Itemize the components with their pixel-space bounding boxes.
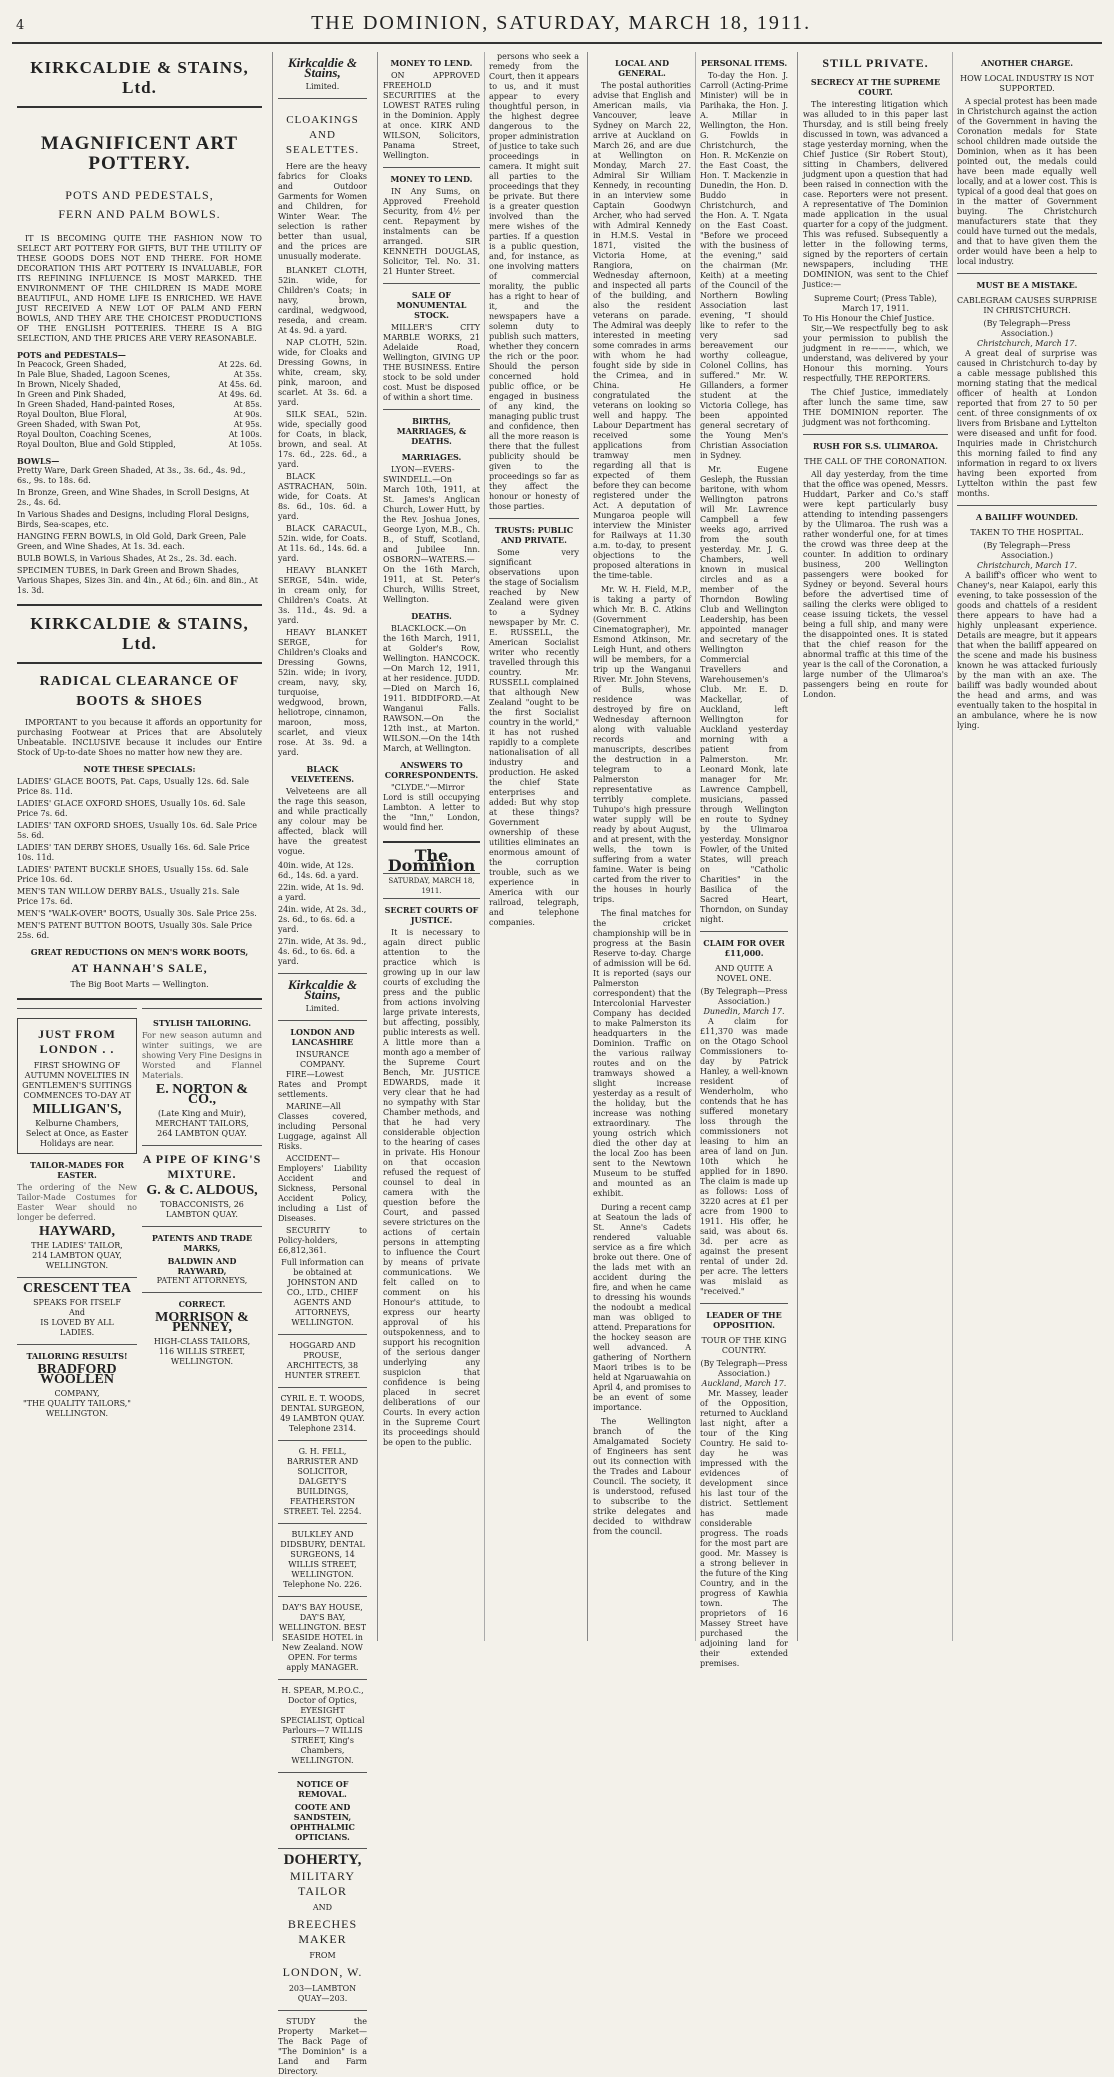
local-text: The postal authorities advise that English and American mails, via Vancouver, leave Sydney on March 22, arrive at Auckland on March 26, and are due at Wellington on Monday, March 27. Admiral Sir William Kennedy, in recounting in an interview some Captain Goodwyn Archer, who had served with Admiral Kennedy in H.M.S. Vestal in 1871, visited the Victoria Home, at Rangiora, on Wednesday afternoon, and inspected all parts of the building, and also the resident veterans on parade. The Admiral was deeply interested in meeting some comrades in arms with whom he had fought side by side in the Crimea, and in China. He congratulated the veterans on looking so well and happy. The Labour Department has received some applications from tramway men regarding all that is expected of them before they can become registered under the Act. A deputation of Mungaroa people will interview the Minister for Railways at 11.30 a.m. to-day, to present objections to the proposed alterations in the time-table. <box>593 81 691 580</box>
pots-item-price: At 105s. <box>228 440 262 449</box>
wounded-byline: (By Telegraph—Press Association.) <box>983 541 1071 560</box>
pots-item-price: At 100s. <box>228 430 262 439</box>
pots-item-name: In Green and Pink Shaded, <box>17 390 127 399</box>
pots-list-item <box>17 420 262 430</box>
bowls-heading: BOWLS— <box>17 456 60 466</box>
bowls-list-item: Pretty Ware, Dark Green Shaded, At 3s., 3s. 6d., 4s. 9d., 6s., 9s. to 18s. 6d. <box>17 466 246 485</box>
letter-reply: The Chief Justice, immediately after lunch the same time, saw THE DOMINION reporter. The judgment was not forthcoming. <box>803 388 948 427</box>
money-text: ON APPROVED FREEHOLD SECURITIES at the LOWEST RATES ruling in the Dominion. Apply at once. KIRK AND WILSON, Solicitors, Panama Street, Wellington. <box>383 71 480 160</box>
money-heading: MONEY TO LEND. <box>390 58 473 68</box>
norton-address: 264 LAMBTON QUAY. <box>157 1129 247 1138</box>
rush-text: All day yesterday, from the time that the office was opened, Messrs. Huddart, Parker and Co.'s staff were kept particularly busy attending to intending passengers by the Ulimaroa. The rush was a rather wonderful one, for at times the crowd was three deep at the counter. In addition to ordinary business, 200 Wellington passengers were booked for Sydney or beyond. Several hours before the advertised time of sailing the clerks were obliged to cease issuing tickets, the vessel being a full ship, and many were the disappointed ones. It is stated that the chief reason for the abnormal traffic at this time of the year is the call of the Coronation, a large number of the Ulimaroa's passengers being en route for London. <box>803 470 948 699</box>
pots-item-price: At 90s. <box>233 410 262 419</box>
bowls-list-item: HANGING FERN BOWLS, in Old Gold, Dark Green, Pale Green, and Wine Shades, At 1s. 3d. each. <box>17 532 247 551</box>
norton-name: E. NORTON & CO., <box>155 1082 249 1107</box>
cloakings-list <box>278 266 367 758</box>
advertiser-sub-2: Limited. <box>305 1004 340 1013</box>
pots-item-name: Green Shaded, with Swan Pot, <box>17 420 141 429</box>
morrison-heading: CORRECT. <box>178 1299 226 1309</box>
private-text: The interesting litigation which was alluded to in this paper last Thursday, and is still being freely discussed in town, was advanced a stage yesterday morning, when the Chief Justice (Sir Robert Stout), sitting in Chambers, delivered judgment upon a question that had been raised in connection with the case. Reporters were not present. A representative of The Dominion made application in the usual quarter for a copy of the judgment. This was refused. Subsequently a letter in the following terms, signed by the reporters of certain newspapers, including THE DOMINION, was sent to the Chief Justice:— <box>803 100 948 289</box>
column-4-left <box>593 52 691 1641</box>
london-heading: JUST FROM LONDON . . <box>38 1027 116 1056</box>
tea-name: CRESCENT TEA <box>22 1281 132 1296</box>
advertiser-heading-2: Kirkcaldie & Stains, <box>288 977 357 1002</box>
dominion-title: The Dominion <box>387 846 476 875</box>
local-text-3: The final matches for the cricket championship will be in progress at the Basin Reserve to-day. Charge of admission will be 6d. It is reported (says our Palmerston correspondent) that the Intercolonial Harvester Company has decided to make Palmerston its headquarters in the Dominion. Traffic on the various railway routes and on the tramways showed a slight increase yesterday as a result of the holiday, but the increase was nothing extraordinary. The young ostrich which died the other day at the local Zoo has been sent to the Newtown Museum to be stuffed and mounted as an exhibit. <box>593 909 691 1198</box>
insurance-list-item: ACCIDENT—Employers' Liability Accident and Sickness, Personal Accident Policy, including a List of Diseases. <box>278 1154 367 1223</box>
pots-list-item <box>17 370 262 380</box>
cloakings-list-item: HEAVY BLANKET SERGE, for Children's Cloaks and Dressing Gowns, 52in. wide; in ivory, cream, navy, sky, turquoise, wedgwood, brown, heliotrope, cinnamon, maroon, moss, scarlet, and vieux rose. At 3s. 9d. a yard. <box>278 628 367 757</box>
pots-list-item <box>17 440 262 450</box>
local-text-4: During a recent camp at Seatoun the lads of St. Anne's Cadets rendered valuable service as a fire which broke out there. One of the lads met with an accident during the fire, and when he came to dressing his wounds the nodoubt a medical man was obliged to attend. Preparations for the hockey season are well advanced. A gathering of Northern Maori tribes is to be held at Ngaruawahia on April 4, and promises to be an event of some importance. <box>593 1203 691 1412</box>
tea-line-2: And <box>68 1308 86 1317</box>
patents-sub: PATENT ATTORNEYS, <box>156 1276 248 1285</box>
local-text-5: The Wellington branch of the Amalgamated Society of Engineers has sent out its connection with the Trades and Labour Council. The society, it is understood, refused to subscribe to the strike delegates and decided to withdraw from the council. <box>593 1417 691 1536</box>
secret-heading: SECRET COURTS OF JUSTICE. <box>384 905 479 925</box>
woods-ad: CYRIL E. T. WOODS, DENTAL SURGEON, 49 LAMBTON QUAY. Telephone 2314. <box>280 1394 365 1433</box>
private-subheading: SECRECY AT THE SUPREME COURT. <box>810 77 941 97</box>
cloakings-list-item: NAP CLOTH, 52in. wide, for Cloaks and Dressing Gowns, in white, cream, sky, pink, maroon, and scarlet. At 3s. 6d. a yard. <box>278 338 367 407</box>
boots-list-item: LADIES' GLACE BOOTS, Pat. Caps, Usually 12s. 6d. Sale Price 8s. 11d. <box>17 777 249 796</box>
claim-heading: CLAIM FOR OVER £11,000. <box>703 938 785 958</box>
london-text: FIRST SHOWING OF AUTUMN NOVELTIES IN GENTLEMEN'S SUITINGS COMMENCES TO-DAY AT <box>22 1061 132 1100</box>
pots-item-price: At 95s. <box>233 420 262 429</box>
pottery-heading: MAGNIFICENT ART POTTERY. <box>40 133 239 174</box>
morrison-sub: HIGH-CLASS TAILORS, <box>153 1337 251 1346</box>
small-ads-grid <box>17 1008 262 1419</box>
cloakings-heading: CLOAKINGS AND SEALETTES. <box>285 114 360 156</box>
tea-line-3: IS LOVED BY ALL <box>40 1318 114 1327</box>
advertiser-sub: Limited. <box>305 82 340 91</box>
days-bay-ad: DAY'S BAY HOUSE, DAY'S BAY, WELLINGTON. BEST SEASIDE HOTEL in New Zealand. NOW OPEN. For terms apply MANAGER. <box>278 1603 367 1672</box>
hayward-heading: TAILOR-MADES FOR EASTER. <box>30 1160 124 1180</box>
velveteen-list-item: 22in. wide, At 1s. 9d. a yard. <box>278 883 364 902</box>
small-ads-right: STYLISH TAILORING. For new season autumn and winter suitings, we are showing Very Fine Designs in Worsted and Flannel Materials. E. NORTON & CO., (Late King and Muir), MERCHANT TAILORS, 264 LAMBTON QUAY. A PIPE OF KING'S MIXTURE. G. & C. ALDOUS, TOBACCONISTS, 26 LAMBTON QUAY. PATENTS AND TRADE MARKS, BALDWIN AND RAYWARD, PATENT ATTORNEYS, CORRECT. MORRISON & PENNEY, HIGH-CLASS TAILORS, 116 WILLIS STREET, WELLINGTON. <box>142 1008 262 1419</box>
milligan-note: Select at Once, as Easter Holidays are near. <box>25 1129 129 1148</box>
velveteen-list-item: 24in. wide, At 2s. 3d., 2s. 6d., to 6s. 6d. a yard. <box>278 905 367 934</box>
boots-specials-heading: NOTE THESE SPECIALS: <box>83 764 196 774</box>
pots-item-name: In Brown, Nicely Shaded, <box>17 380 121 389</box>
money2-heading: MONEY TO LEND. <box>390 174 473 184</box>
page-columns <box>12 52 1102 2076</box>
newspaper-title: THE DOMINION, SATURDAY, MARCH 18, 1911. <box>311 12 812 34</box>
pots-list-item <box>17 360 262 370</box>
claim-dateline: Dunedin, March 17. <box>703 1007 785 1016</box>
rush-subheading: THE CALL OF THE CORONATION. <box>804 457 947 466</box>
norton-sub-2: MERCHANT TAILORS, <box>155 1119 249 1128</box>
pots-list-item <box>17 430 262 440</box>
column-5-news <box>797 52 1102 1641</box>
deaths-text: BLACKLOCK.—On the 16th March, 1911, at Golder's Row, Wellington. HANCOCK.—On March 12, 1911, at her residence. JUDD.—Died on March 16, 1911. BIDDIFORD.—At Wanganui Falls. RAWSON.—On the 12th inst., at Marton. WILSON.—On the 14th March, at Wellington. <box>383 624 480 753</box>
boots-list-item: LADIES' TAN DERBY SHOES, Usually 16s. 6d. Sale Price 10s. 11d. <box>17 843 250 862</box>
cloakings-list-item: BLACK CARACUL, 52in. wide, for Coats. At 11s. 6d., 14s. 6d. a yard. <box>278 524 367 563</box>
correspondents-text: "CLYDE."—Mirror Lord is still occupying Lambton. A letter to the "Inn," London, would find her. <box>383 783 480 832</box>
stylish-heading: STYLISH TAILORING. <box>152 1018 252 1028</box>
rush-heading: RUSH FOR S.S. ULIMAROA. <box>812 441 939 451</box>
pots-item-name: In Peacock, Green Shaded, <box>17 360 127 369</box>
letter-head: Supreme Court; (Press Table), March 17, 1911. <box>814 294 937 313</box>
cloakings-list-item: SILK SEAL, 52in. wide, specially good for Coats, in black, brown, and seal. At 17s. 6d., 22s. 6d., a yard. <box>278 410 367 469</box>
local-text-2: Mr. W. H. Field, M.P., is taking a party of which Mr. B. C. Atkins (Government Cinematographer), Mr. Esmond Atkinson, Mr. Leigh Hunt, and others will be members, for a trip up the Wanganui River. Mr. John Stevens, of Bulls, whose residence was destroyed by fire on Wednesday afternoon along with valuable records and manuscripts, describes the destruction in a telegram to a Palmerston representative as terribly complete. Tuhupo's high pressure water supply will be ready by about August, and at present, with the wells, the town is suffering from a water famine. Water is being carted from the river to the houses in hourly trips. <box>593 585 691 904</box>
leader-heading: LEADER OF THE OPPOSITION. <box>706 1310 782 1330</box>
doherty-sub-5: LONDON, W. <box>282 1965 363 1979</box>
aldous-name: G. & C. ALDOUS, <box>146 1183 258 1198</box>
claim-text: A claim for £11,370 was made on the Otago School Commissioners to-day by Patrick Hanley, a well-known resident of Wenderholm, who contends that he has suffered monetary loss through the commissioners not leasing to him an area of land on Jun. 10th which he applied for in 1890. The claim is made up as follows: Loss of 3220 acres at £1 per acre from 1900 to 1911. His offer, he said, was about 6s. 3d. per acre as against the present rental of under 2d. per acre. The letters was mislaid as "received." <box>700 1017 788 1296</box>
mistake-byline: (By Telegraph—Press Association.) <box>983 319 1071 338</box>
court-text: persons who seek a remedy from the Court, then it appears to us, and it must appear to every thoughtful person, in the highest degree dangerous to the proper administration of justice to take such proceedings in camera. It might suit all parties to the proceedings that they be private. But there is a greater question involved than the mere wishes of the parties. If a question is a public question, and, for instance, as one involving matters of commercial morality, the public has a right to hear of it, and the newspapers have a solemn duty to publish such matters, whether they concern the rich or the poor. Should the person concerned hold public office, or be engaged in business of any kind, the managing public trust and confidence, then all the more reason is there that the fullest publicity should be given to the proceedings so far as they affect the honour or honesty of those parties. <box>489 52 579 511</box>
pottery-subheading-2: FERN AND PALM BOWLS. <box>58 207 221 221</box>
charge-subheading: HOW LOCAL INDUSTRY IS NOT SUPPORTED. <box>960 74 1094 93</box>
correspondents-heading: ANSWERS TO CORRESPONDENTS. <box>384 760 479 780</box>
hayward-name: HAYWARD, <box>38 1224 116 1239</box>
claim-byline: (By Telegraph—Press Association.) <box>700 987 788 1006</box>
bradford-sub: COMPANY, <box>54 1389 100 1398</box>
bradford-sub-2: "THE QUALITY TAILORS," <box>23 1399 131 1408</box>
boots-list-item: LADIES' PATENT BUCKLE SHOES, Usually 15s. 6d. Sale Price 10s. 6d. <box>17 865 249 884</box>
births-heading: BIRTHS, MARRIAGES, & DEATHS. <box>396 416 467 446</box>
doherty-sub-3: BREECHES MAKER <box>287 1917 358 1946</box>
insurance-contact: Full information can be obtained at JOHNSTON AND CO., LTD., CHIEF AGENTS AND ATTORNEYS, WELLINGTON. <box>281 1258 364 1327</box>
private-heading: STILL PRIVATE. <box>822 56 929 70</box>
column-4-news <box>587 52 792 1668</box>
marriages-text: LYON—EVERS-SWINDELL.—On March 10th, 1911, at St. James's Anglican Church, Lower Hutt, by the Rev. Joshua Jones, George Lyon, M.B., Ch. B., of Stuff, Scotland, and Jubilee Inn. OSBORN—WATERS.—On the 16th March, 1911, at St. Peter's Church, Willis Street, Wellington. <box>383 465 480 604</box>
letter-to: To His Honour the Chief Justice. <box>803 314 935 323</box>
bulkley-ad: BULKLEY AND DIDSBURY, DENTAL SURGEONS, 14 WILLIS STREET, WELLINGTON. Telephone No. 226. <box>280 1530 365 1589</box>
doherty-sub-2: AND <box>312 1903 333 1912</box>
leader-subheading: TOUR OF THE KING COUNTRY. <box>701 1336 787 1355</box>
morrison-address: 116 WILLIS STREET, WELLINGTON. <box>158 1347 246 1366</box>
pots-list-item <box>17 390 262 400</box>
sale-address: The Big Boot Marts — Wellington. <box>70 980 209 989</box>
personal-text: To-day the Hon. J. Carroll (Acting-Prime Minister) will be in Parihaka, the Hon. J. A. Millar in Wellington, the Hon. G. Fowlds in Christchurch, the Hon. R. McKenzie on the East Coast, the Hon. T. Mackenzie in Dunedin, the Hon. D. Buddo in Christchurch, and the Hon. A. T. Ngata on the East Coast. "Before we proceed with the business of the evening," said the chairman (Mr. Keith) at a meeting of the Council of the Northern Bowling Association last evening, "I should like to refer to the very sad bereavement our worthy colleague, Colonel Collins, has suffered." Mr. W. Gillanders, a former student at the Victoria College, has been appointed general secretary of the Young Men's Christian Association in Sydney. <box>700 71 788 460</box>
bowls-list-item: In Various Shades and Designs, including Floral Designs, Birds, Sea-scapes, etc. <box>17 510 250 529</box>
column-3-left <box>383 52 480 1641</box>
cloakings-list-item: BLACK ASTRACHAN, 50in. wide, for Coats. At 8s. 6d., 10s. 6d. a yard. <box>278 472 367 521</box>
leader-byline: (By Telegraph—Press Association.) <box>700 1359 788 1378</box>
velveteen-intro: Velveteens are all the rage this season, and while practically any colour may be affected, black will have the greatest vogue. <box>278 787 367 856</box>
memorial-heading: SALE OF MONUMENTAL STOCK. <box>396 290 467 320</box>
boots-list-item: MEN'S "WALK-OVER" BOOTS, Usually 30s. Sale Price 25s. <box>17 909 257 918</box>
bowls-list-item: In Bronze, Green, and Wine Shades, in Scroll Designs, At 2s., 4s. 6d. <box>17 488 250 507</box>
patents-heading: PATENTS AND TRADE MARKS, <box>151 1233 253 1253</box>
leader-text: Mr. Massey, leader of the Opposition, returned to Auckland last night, after a tour of the King Country. He said to-day he was impressed with the evidences of development since his last tour of the district. Settlement has made considerable progress. The roads for the most part are good. Mr. Massey is a strong believer in the future of the King Country, and in the progress of Kawhia town. The proprietors of 16 Massey Street have purchased the adjoining land for their extended premises. <box>700 1389 788 1668</box>
charge-text: A special protest has been made in Christchurch against the action of the Government in having the Coronation medals for State school children made outside the Dominion, when as it has been pointed out, the medals could have been made equally well locally, and at a lower cost. This is typical of a good deal that goes on in the matter of Government buying. The Christchurch manufacturers state that they could have turned out the medals, and that to have given them the order would have been a help to local industry. <box>957 97 1097 266</box>
pots-heading: POTS and PEDESTALS— <box>17 350 126 360</box>
wounded-heading: A BAILIFF WOUNDED. <box>976 512 1078 522</box>
column-2-advertisements <box>272 52 372 2076</box>
cloakings-intro: Here are the heavy fabrics for Cloaks and Outdoor Garments for Women and Children, for Winter Wear. The selection is rather better than usual, and the prices are unusually moderate. <box>278 162 367 261</box>
milligan-name: MILLIGAN'S, <box>32 1102 122 1117</box>
pots-item-price: At 35s. <box>233 370 262 379</box>
velveteen-list <box>278 861 367 967</box>
pots-item-name: In Green Shaded, Hand-painted Roses, <box>17 400 175 409</box>
column-3-editorial <box>377 52 582 1641</box>
mistake-subheading: CABLEGRAM CAUSES SURPRISE IN CHRISTCHURCH. <box>957 296 1097 315</box>
bowls-list-item: SPECIMEN TUBES, in Dark Green and Brown Shades, Various Shapes, Sizes 3in. and 4in., At 6d.; 6in. and 8in., At 1s. 3d. <box>17 566 258 595</box>
money2-text: IN Any Sums, on Approved Freehold Security, from 4½ per cent. Repayment by instalments can be arranged. SIR KENNETH DOUGLAS, Solicitor, Tel. No. 31. 21 Hunter Street. <box>383 187 480 276</box>
morrison-name: MORRISON & PENNEY, <box>155 1310 249 1335</box>
local-heading: LOCAL AND GENERAL. <box>614 58 670 78</box>
claim-subheading: AND QUITE A NOVEL ONE. <box>715 964 773 983</box>
doherty-name: DOHERTY, <box>283 1852 362 1868</box>
velveteen-list-item: 40in. wide, At 12s. 6d., 14s. 6d. a yard. <box>278 861 359 880</box>
pots-item-price: At 85s. <box>233 400 262 409</box>
cloakings-list-item: BLANKET CLOTH, 52in. wide, for Children's Coats; in navy, brown, cardinal, wedgwood, reseda, and cream. At 4s. 9d. a yard. <box>278 266 367 335</box>
hayward-address: 214 LAMBTON QUAY, WELLINGTON. <box>32 1251 122 1270</box>
column-3-right <box>484 52 579 1641</box>
leader-dateline: Auckland, March 17. <box>701 1379 787 1388</box>
bowls-list-item: BULB BOWLS, in Various Shades, At 2s., 2s. 3d. each. <box>17 554 237 563</box>
mistake-dateline: Christchurch, March 17. <box>977 339 1077 348</box>
milligan-sub: Kelburne Chambers, <box>35 1119 119 1128</box>
boots-heading: RADICAL CLEARANCE OF BOOTS & SHOES <box>39 674 240 709</box>
deaths-heading: DEATHS. <box>411 611 452 621</box>
pots-list <box>17 360 262 450</box>
insurance-list-item: FIRE—Lowest Rates and Prompt settlements. <box>278 1070 367 1099</box>
dominion-date: SATURDAY, MARCH 18, 1911. <box>383 873 480 899</box>
letter-text: Sir,—We respectfully beg to ask your permission to publish the judgment in re———, which, we understand, was delivered by your Honour this morning. Yours respectfully, THE REPORTERS. <box>803 324 948 383</box>
insurance-list-item: MARINE—All Classes covered, including Personal Luggage, against All Risks. <box>278 1102 367 1151</box>
hayward-sub: THE LADIES' TAILOR, <box>31 1241 123 1250</box>
bowls-list <box>17 466 262 596</box>
wounded-dateline: Christchurch, March 17. <box>977 561 1077 570</box>
boots-footer: GREAT REDUCTIONS ON MEN'S WORK BOOTS, <box>30 947 249 957</box>
pots-list-item <box>17 380 262 390</box>
advertiser-heading: Kirkcaldie & Stains, <box>288 55 357 80</box>
bradford-city: WELLINGTON. <box>45 1409 109 1418</box>
velveteen-heading: BLACK VELVETEENS. <box>290 764 355 784</box>
doherty-address: 203—LAMBTON QUAY—203. <box>288 1984 357 2003</box>
column-1-advertisements <box>12 52 267 1641</box>
small-ads-left: JUST FROM LONDON . . FIRST SHOWING OF AUTUMN NOVELTIES IN GENTLEMEN'S SUITINGS COMMENCES TO-DAY AT MILLIGAN'S, Kelburne Chambers, Select at Once, as Easter Holidays are near. TAILOR-MADES FOR EASTER. The ordering of the New Tailor-Made Costumes for Easter Wear should no longer be deferred. HAYWARD, THE LADIES' TAILOR, 214 LAMBTON QUAY, WELLINGTON. CRESCENT TEA SPEAKS FOR ITSELF And IS LOVED BY ALL LADIES. TAILORING RESULTS! BRADFORD WOOLLEN COMPANY, "THE QUALITY TAILORS," WELLINGTON. <box>17 1008 137 1419</box>
pottery-subheading-1: POTS AND PEDESTALS, <box>65 188 214 202</box>
pots-item-name: Royal Doulton, Blue Floral, <box>17 410 127 419</box>
boots-list-item: LADIES' TAN OXFORD SHOES, Usually 10s. 6d. Sale Price 5s. 6d. <box>17 821 257 840</box>
bradford-heading: TAILORING RESULTS! <box>26 1351 128 1361</box>
trusts-heading: TRUSTS: PUBLIC AND PRIVATE. <box>494 525 574 545</box>
boots-intro: IMPORTANT to you because it affords an opportunity for purchasing Footwear at Prices that are Absolutely Unbeatable. INCLUSIVE because it includes our Entire Stock of Up-to-date Shoes no matter how new they are. <box>17 718 262 757</box>
insurance-list-item: SECURITY to Policy-holders, £6,812,361. <box>278 1226 367 1255</box>
page-number: 4 <box>16 18 25 33</box>
column-5-right <box>952 52 1097 1641</box>
doherty-sub-1: MILITARY TAILOR <box>289 1869 356 1898</box>
trusts-text: Some very significant observations upon the stage of Socialism reached by New Zealand were given to a Sydney newspaper by Mr. C. E. RUSSELL, the American Socialist writer who recently travelled through this country. Mr. RUSSELL complained that although New Zealand "ought to be the first Socialist country in the world," it has not rushed rapidly to a complete nationalisation of all industry and production. He asked the chief State enterprises and added: But why stop at these things? Government ownership of these utilities eliminates an enormous amount of the corruption trouble, such as we experience in America with our railroad, telegraph, and telephone companies. <box>489 548 579 927</box>
pots-list-item <box>17 410 262 420</box>
charge-heading: ANOTHER CHARGE. <box>980 58 1074 68</box>
boots-list <box>17 777 262 941</box>
wounded-subheading: TAKEN TO THE HOSPITAL. <box>970 528 1084 537</box>
mistake-text: A great deal of surprise was caused in Christchurch to-day by a cable message published this morning stating that the medical officer of health at London reported that from 27 to 50 per cent. of three consignments of ox livers from Brisbane and Lyttelton were diseased and unfit for food. Inquiries made in Christchurch this morning failed to find any information in regard to ox livers having been exported from Lyttelton within the past few months. <box>957 349 1097 498</box>
column-4-right <box>695 52 788 1668</box>
advertiser-heading: KIRKCALDIE & STAINS, Ltd. <box>30 58 249 97</box>
velveteen-list-item: 27in. wide, At 3s. 9d., 4s. 6d., to 6s. 6d. a yard. <box>278 937 367 966</box>
marriages-heading: MARRIAGES. <box>401 452 462 462</box>
doherty-sub-4: FROM <box>309 1951 336 1960</box>
mistake-heading: MUST BE A MISTAKE. <box>976 280 1078 290</box>
boots-list-item: MEN'S TAN WILLOW DERBY BALS., Usually 21s. Sale Price 17s. 6d. <box>17 887 240 906</box>
tea-line-4: LADIES. <box>59 1328 95 1337</box>
pots-item-name: Royal Doulton, Coaching Scenes, <box>17 430 152 439</box>
spear-ad: H. SPEAR, M.P.O.C., Doctor of Optics, EYESIGHT SPECIALIST, Optical Parlours—7 WILLIS STREET, King's Chambers, WELLINGTON. <box>280 1686 365 1765</box>
pots-list-item <box>17 400 262 410</box>
secret-text: It is necessary to again direct public attention to the practice which is growing up in our law courts of excluding the press and the public from actions involving large private interests, but affecting, possibly, public interests as well. A little more than a month ago a member of the Supreme Court Bench, Mr. JUSTICE EDWARDS, made it very clear that he had no sympathy with Star Chamber methods, and that he had very considerable objection to the hearing of cases in private. His Honour on that occasion refused the request of counsel to deal in camera with the question before the Court, and passed severe strictures on the actions of certain persons in attempting to influence the Court by means of private communications. We felt called on to comment on his Honour's attitude, to express our hearty approval of his outspokenness, and to support his recognition of the serious danger underlying any suspicion that confidence is being placed in secret deliberations of our Courts. In every action in the Supreme Court its proceedings should be open to the public. <box>383 928 480 1447</box>
pipe-heading: A PIPE OF KING'S MIXTURE. <box>142 1152 262 1181</box>
pots-item-price: At 49s. 6d. <box>218 390 262 399</box>
pots-item-name: Royal Doulton, Blue and Gold Stippled, <box>17 440 176 449</box>
coote-ad: COOTE AND SANDSTEIN, OPHTHALMIC OPTICIANS. <box>290 1802 355 1842</box>
removal-heading: NOTICE OF REMOVAL. <box>296 1779 349 1799</box>
wounded-text: A bailiff's officer who went to Chaney's, near Kaiapoi, early this evening, to take possession of the goods and chattels of a resident there appears to have had a highly unpleasant experience. Details are meagre, but it appears that when the bailiff appeared on the scene and made his business known he was attacked furiously by the man with an axe. The bailiff was badly wounded about the head and arms, and was eventually taken to the hospital in an ambulance, where he is now lying. <box>957 571 1097 730</box>
pottery-intro: IT IS BECOMING QUITE THE FASHION NOW TO SELECT ART POTTERY FOR GIFTS, BUT THE UTILITY OF THESE GOODS DOES NOT END THERE. FOR HOME DECORATION THIS ART POTTERY IS INVALUABLE, FOR ITS REFINING INFLUENCE IS MOST MARKED. THE ENVIRONMENT OF THE CHILDREN IS MADE MORE BEAUTIFUL, AND HOME LIFE IS ENRICHED. WE HAVE JUST RECEIVED A NEW LOT OF PALM AND FERN BOWLS, AND THEY ARE THE CHOICEST PRODUCTIONS OF THE ENGLISH POTTERIES. THERE IS A BIG SELECTION, AND THE PRICES ARE VERY REASONABLE. <box>17 234 262 343</box>
fell-ad: G. H. FELL, BARRISTER AND SOLICITOR, DALGETY'S BUILDINGS, FEATHERSTON STREET. Tel. 2254. <box>283 1447 362 1516</box>
personal-text-2: Mr. Eugene Gesleph, the Russian baritone, with whom Wellington patrons will Mr. Lawrence Campbell a few weeks ago, arrived from the south yesterday. Mr. J. G. Chambers, well known in musical circles and as a member of the Thorndon Bowling Club and Wellington Leadership, has been appointed manager and secretary of the Wellington Commercial Travellers and Warehousemen's Club. Mr. E. D. Mackellar, of Auckland, left Wellington for Auckland yesterday morning with a patient from Palmerston. Mr. Leonard Monk, late manager for Mr. Lawrence Campbell, musicians, passed through Wellington en route to Sydney by the Ulimaroa yesterday. Monsignor Fowler, of the United States, will preach on "Catholic Charities" in the Basilica of the Sacred Heart, Thorndon, on Sunday night. <box>700 465 788 924</box>
masthead <box>12 10 1102 44</box>
pots-item-name: In Pale Blue, Shaded, Lagoon Scenes, <box>17 370 171 379</box>
norton-sub: (Late King and Muir), <box>157 1109 247 1118</box>
insurance-sub: INSURANCE COMPANY. <box>295 1050 350 1069</box>
personal-heading: PERSONAL ITEMS. <box>700 58 788 68</box>
bradford-name: BRADFORD WOOLLEN <box>37 1362 117 1387</box>
insurance-name: LONDON AND LANCASHIRE <box>290 1027 355 1047</box>
hoggard-ad: HOGGARD AND PROUSE, ARCHITECTS, 38 HUNTER STREET. <box>284 1341 361 1380</box>
study-ad: STUDY the Property Market—The Back Page of "The Dominion" is a Land and Farm Directory. <box>278 2017 367 2076</box>
aldous-sub: TOBACCONISTS, 26 LAMBTON QUAY. <box>160 1200 244 1219</box>
tea-line-1: SPEAKS FOR ITSELF <box>33 1298 121 1307</box>
memorial-text: MILLER'S CITY MARBLE WORKS, 21 Adelaide Road, Wellington, GIVING UP THE BUSINESS. Entire stock to be sold under cost. Must be disposed of within a short time. <box>383 323 480 402</box>
milligan-ad <box>17 1018 137 1154</box>
patents-name: BALDWIN AND RAYWARD, <box>167 1256 237 1276</box>
insurance-list <box>278 1070 367 1256</box>
column-5-left <box>803 52 948 1641</box>
advertiser-heading-2: KIRKCALDIE & STAINS, Ltd. <box>30 614 249 653</box>
sale-name: AT HANNAH'S SALE, <box>71 961 208 975</box>
cloakings-list-item: HEAVY BLANKET SERGE, 54in. wide, in cream only, for Children's Coats. At 3s. 11d., 4s. 9d. a yard. <box>278 566 367 625</box>
boots-list-item: LADIES' GLACE OXFORD SHOES, Usually 10s. 6d. Sale Price 7s. 6d. <box>17 799 246 818</box>
boots-list-item: MEN'S PATENT BUTTON BOOTS, Usually 30s. Sale Price 25s. 6d. <box>17 921 252 940</box>
pots-item-price: At 22s. 6d. <box>218 360 262 369</box>
pots-item-price: At 45s. 6d. <box>218 380 262 389</box>
